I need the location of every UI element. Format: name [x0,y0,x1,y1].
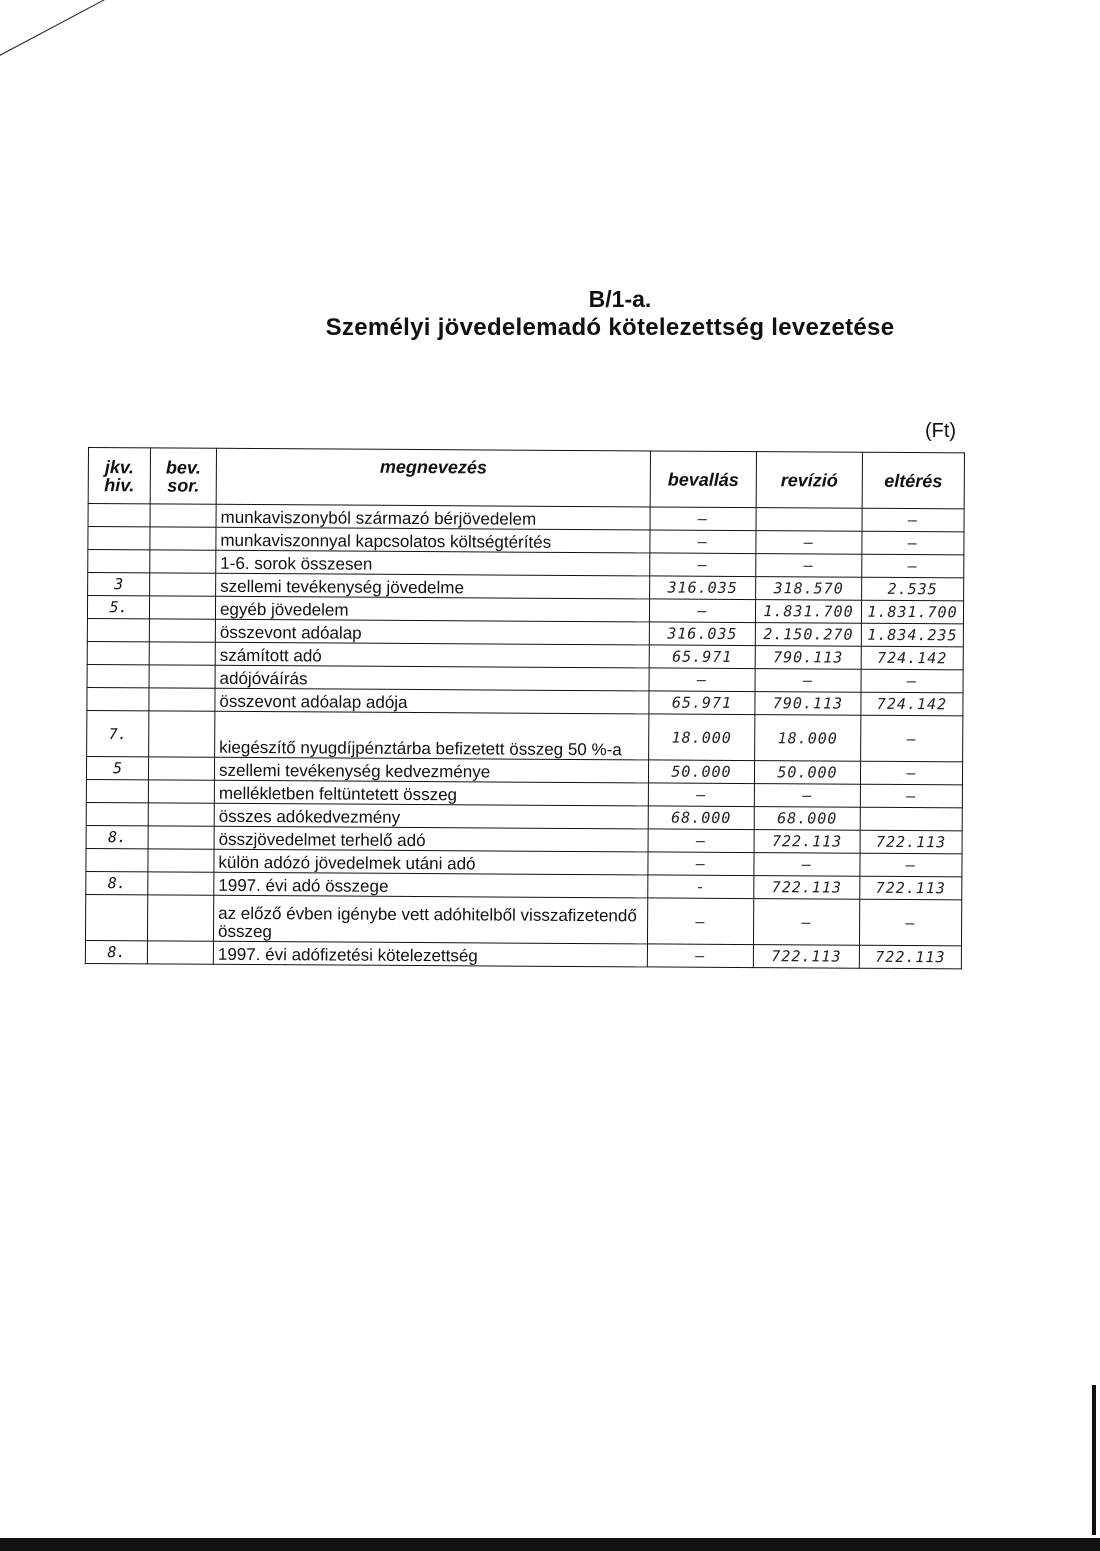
row-elteres: — [859,899,961,946]
row-elteres: 2.535 [862,577,964,601]
row-jkv: 8. [85,940,147,963]
row-revizio: 722.113 [754,876,860,900]
row-bevallas: 68.000 [648,806,754,830]
row-jkv: 7. [87,710,149,756]
row-bev-sor [150,527,216,550]
row-revizio: 2.150.270 [755,623,861,647]
row-jkv [86,802,148,825]
row-name: mellékletben feltüntetett összeg [214,780,648,806]
row-name: 1997. évi adó összege [214,872,648,898]
header-bev-sor: bev. sor. [150,448,216,504]
row-bevallas: — [650,507,756,531]
row-bev-sor [149,596,215,619]
row-bev-sor [148,803,214,826]
row-bevallas: 65.971 [649,645,755,669]
row-revizio: — [754,853,860,877]
row-name: 1997. évi adófizetési kötelezettség [213,941,647,967]
row-jkv [87,687,149,710]
row-revizio: 50.000 [754,761,860,785]
row-elteres: — [861,669,963,693]
row-elteres: 724.142 [861,646,963,670]
row-name: összes adókedvezmény [214,803,648,829]
row-bev-sor [149,688,215,711]
row-bevallas: — [647,944,753,968]
row-name: összjövedelmet terhelő adó [214,826,648,852]
row-bevallas: - [648,875,754,899]
row-revizio: 722.113 [753,945,859,969]
row-jkv: 8. [86,871,148,894]
scan-artifact-right-bar [1092,1385,1096,1535]
currency-unit: (Ft) [925,420,957,442]
row-bev-sor [148,780,214,803]
scan-artifact-bottom-bar [0,1538,1100,1551]
row-bev-sor [149,642,215,665]
document-code: B/1-a. [588,286,652,312]
row-jkv: 5 [86,756,148,779]
row-name: munkaviszonnyal kapcsolatos költségtérítés [216,527,650,553]
row-bevallas: 316.035 [649,622,755,646]
row-jkv [87,641,149,664]
row-revizio: 722.113 [754,830,860,854]
row-bevallas: — [648,852,754,876]
row-name: szellemi tevékenység kedvezménye [214,757,648,783]
row-jkv [86,779,148,802]
row-revizio: — [754,784,860,808]
row-elteres: — [860,761,962,785]
row-elteres: — [860,853,962,877]
row-jkv [85,894,147,940]
row-bevallas: 65.971 [649,691,755,715]
row-jkv [88,527,150,550]
row-bevallas: — [649,668,755,692]
row-bevallas: — [648,783,754,807]
row-revizio: 68.000 [754,807,860,831]
row-bev-sor [147,941,213,964]
row-elteres: — [861,715,963,762]
row-name: munkaviszonyból származó bérjövedelem [216,504,650,530]
row-bev-sor [149,711,215,757]
row-name: összevont adóalap adója [215,688,649,714]
table-row [85,894,961,945]
row-elteres: — [862,554,964,578]
row-bevallas: — [650,553,756,577]
row-bev-sor [147,895,213,941]
row-bevallas: — [647,898,753,945]
header-jkv-hiv: jkv. hiv. [88,448,150,504]
row-name: az előző évben igénybe vett adóhitelből visszafizetendő összeg [213,895,647,944]
row-name: összevont adóalap [215,619,649,645]
row-elteres: — [862,531,964,555]
row-bev-sor [150,550,216,573]
header-revizio: revízió [756,452,862,509]
row-elteres: — [860,784,962,808]
row-bev-sor [150,504,216,527]
row-elteres: 1.834.235 [861,623,963,647]
row-revizio: 790.113 [755,692,861,716]
tax-table [85,447,965,969]
table-row [85,940,961,968]
row-name: kiegészítő nyugdíjpénztárba befizetett összeg 50 %-a [215,711,649,760]
row-revizio: — [756,554,862,578]
header-elteres: eltérés [862,452,964,509]
row-elteres: 722.113 [860,830,962,854]
row-bev-sor [150,573,216,596]
row-name: számított adó [215,642,649,668]
row-jkv [87,664,149,687]
row-bev-sor [149,619,215,642]
row-bev-sor [148,757,214,780]
row-revizio: 18.000 [755,715,861,762]
row-jkv [88,550,150,573]
row-revizio: 790.113 [755,646,861,670]
row-jkv [87,618,149,641]
row-elteres: 722.113 [859,945,961,969]
row-name: adójóváírás [215,665,649,691]
row-bev-sor [148,826,214,849]
table-header-row [88,448,964,509]
row-jkv: 5. [87,596,149,619]
row-revizio: 1.831.700 [755,600,861,624]
row-revizio: — [755,669,861,693]
table-row [87,710,963,761]
row-name: 1-6. sorok összesen [216,550,650,576]
row-elteres: 1.831.700 [861,600,963,624]
row-bevallas: — [648,829,754,853]
row-bevallas: — [650,530,756,554]
header-megnevezes: megnevezés [216,448,650,507]
row-revizio: 318.570 [756,577,862,601]
row-elteres: 722.113 [860,876,962,900]
row-bevallas: 316.035 [650,576,756,600]
row-jkv [88,504,150,527]
row-revizio: — [753,899,859,946]
row-jkv: 8. [86,825,148,848]
row-elteres: 724.142 [861,692,963,716]
row-jkv: 3 [88,573,150,596]
row-bevallas: 18.000 [649,714,755,761]
row-elteres [860,807,962,831]
header-bevallas: bevallás [650,451,756,508]
scan-artifact-corner-line [0,0,158,61]
row-jkv [86,848,148,871]
row-revizio [756,508,862,532]
row-bev-sor [149,665,215,688]
row-name: külön adózó jövedelmek utáni adó [214,849,648,875]
row-name: szellemi tevékenység jövedelme [216,573,650,599]
row-revizio: — [756,531,862,555]
row-bevallas: — [649,599,755,623]
document-title: Személyi jövedelemadó kötelezettség levezetése [325,314,895,341]
row-bev-sor [148,849,214,872]
row-name: egyéb jövedelem [215,596,649,622]
row-bev-sor [148,872,214,895]
row-bevallas: 50.000 [648,760,754,784]
row-elteres: — [862,508,964,532]
